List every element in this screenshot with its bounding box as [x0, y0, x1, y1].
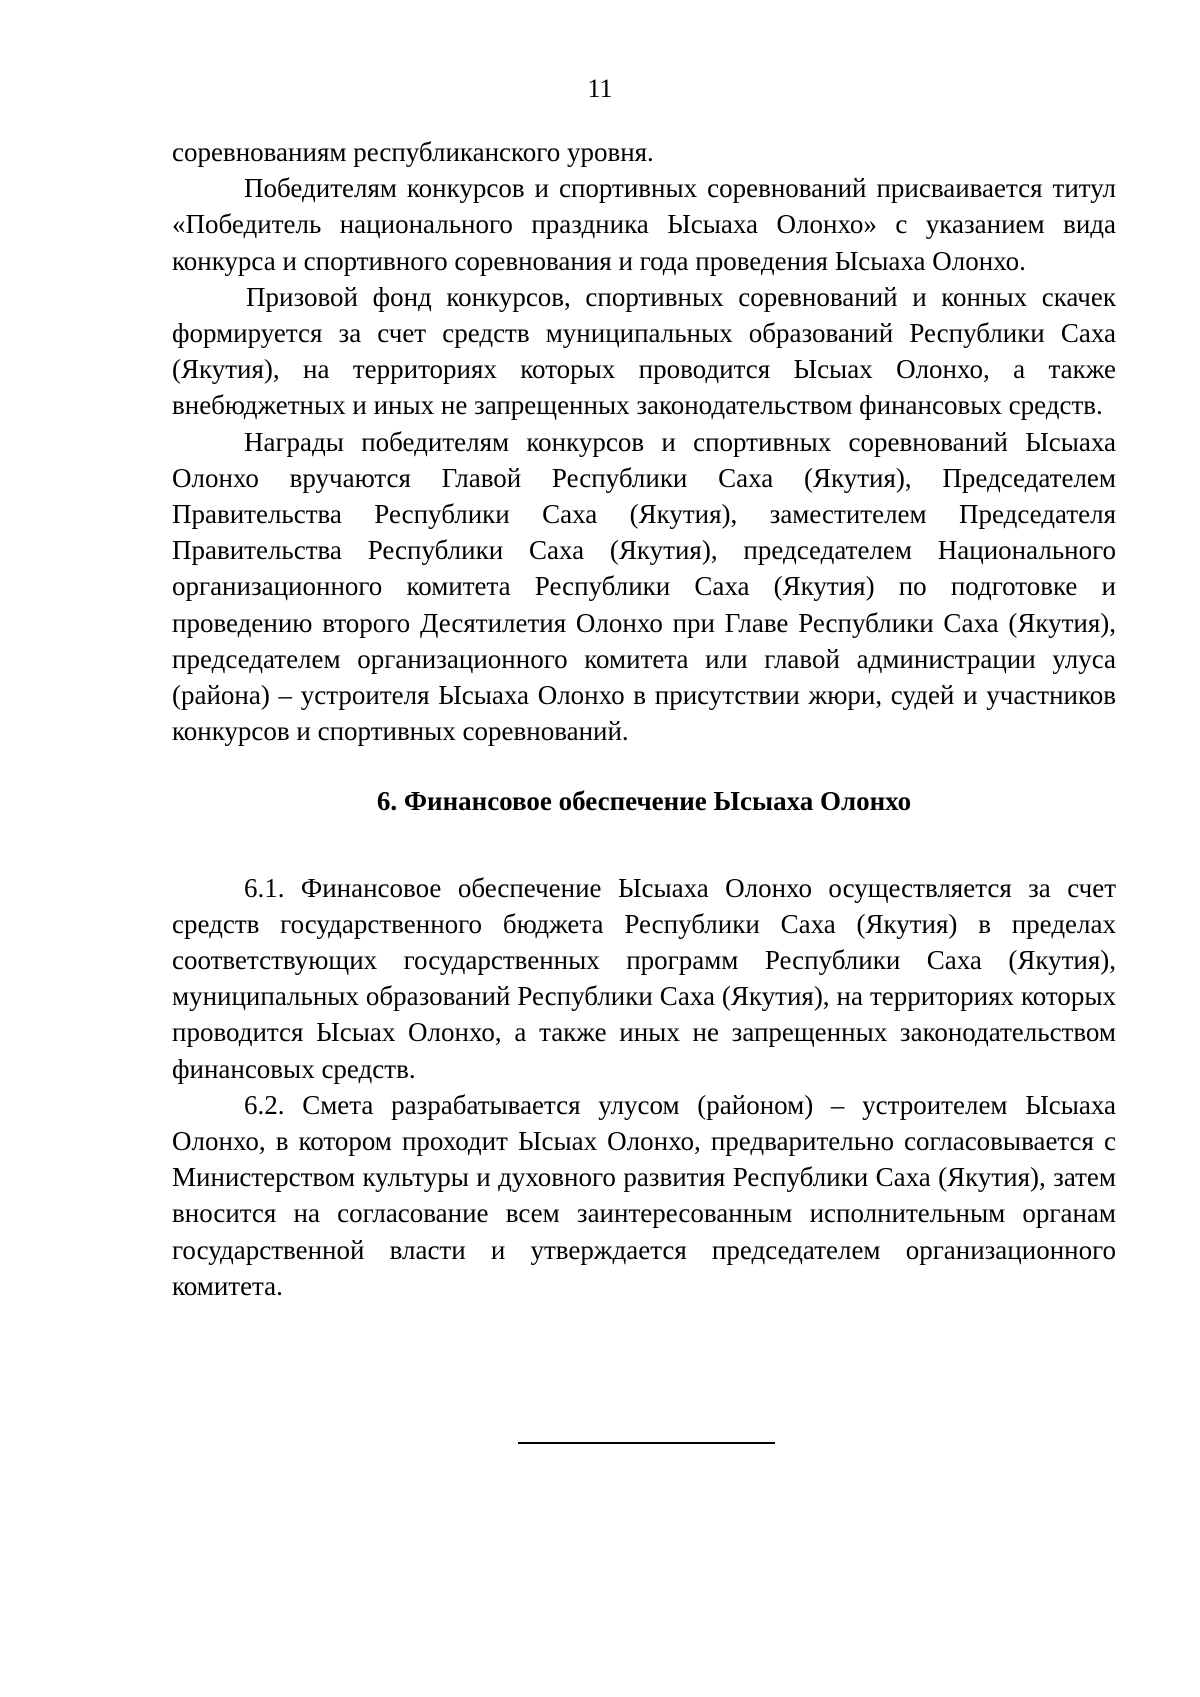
section-heading: 6. Финансовое обеспечение Ысыаха Олонхо [376, 786, 912, 817]
paragraph-awards: Награды победителям конкурсов и спортивных соревнований Ысыаха Олонхо вручаются Главой Республики Саха (Якутия), Председателем Правительства Республики Саха (Якутия), заместителем Председателя Правительства Республики Саха (Якутия), председателем Национального организационного комитета Республики Саха (Якутия) по подготовке и проведению второго Десятилетия Олонхо при Главе Республики Саха (Якутия), председателем организационного комитета или главой администрации улуса (района) – устроителя Ысыаха Олонхо в присутствии жюри, судей и участников конкурсов и спортивных соревнований. [172, 426, 1116, 747]
paragraph-winners-title: Победителям конкурсов и спортивных соревнований присваивается титул «Победитель национального праздника Ысыаха Олонхо» с указанием вида конкурса и спортивного соревнования и года проведения Ысыаха Олонхо. [172, 173, 1116, 276]
page-number: 11 [587, 74, 613, 103]
end-divider-line [518, 1442, 775, 1444]
document-body [172, 134, 1116, 1304]
paragraph-continuation: соревнованиям республиканского уровня. [172, 137, 654, 167]
paragraph-6-2: 6.2. Смета разрабатывается улусом (районом) – устроителем Ысыаха Олонхо, в котором проходит Ысыах Олонхо, предварительно согласовывается с Министерством культуры и духовного развития Республики Саха (Якутия), затем вносится на согласование всем заинтересованным исполнительным органам государственной власти и утверждается председателем организационного комитета. [172, 1089, 1116, 1301]
paragraph-prize-fund: Призовой фонд конкурсов, спортивных соревнований и конных скачек формируется за счет средств муниципальных образований Республики Саха (Якутия), на территориях которых проводится Ысыах Олонхо, а также внебюджетных и иных не запрещенных законодательством финансовых средств. [172, 281, 1116, 421]
paragraph-6-1: 6.1. Финансовое обеспечение Ысыаха Олонхо осуществляется за счет средств государственного бюджета Республики Саха (Якутия) в пределах соответствующих государственных программ Республики Саха (Якутия), муниципальных образований Республики Саха (Якутия), на территориях которых проводится Ысыах Олонхо, а также иных не запрещенных законодательством финансовых средств. [172, 872, 1116, 1084]
